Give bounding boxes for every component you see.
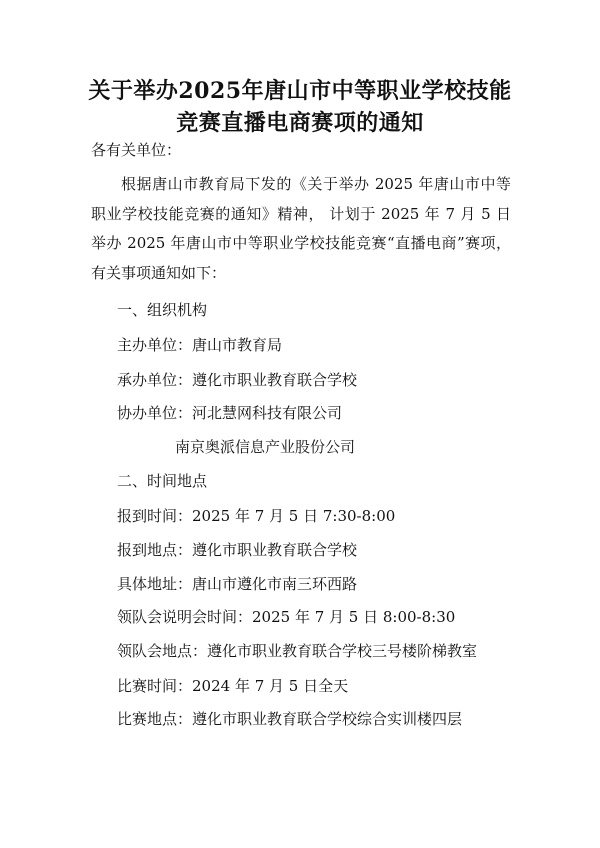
- contest-time: 比赛时间：2024 年 7 月 5 日全天: [117, 677, 349, 695]
- organizer-unit: 承办单位：遵化市职业教育联合学校: [117, 371, 358, 389]
- checkin-time: 报到时间：2025 年 7 月 5 日 7:30-8:00: [117, 507, 396, 525]
- section-1-heading: 一、组织机构: [117, 301, 208, 319]
- co-organizer-unit-2: 南京奥派信息产业股份公司: [175, 438, 356, 456]
- intro-paragraph: 根据唐山市教育局下发的《关于举办 2025 年唐山市中等职业学校技能竞赛的通知》精神， 计划于 2025 年 7 月 5 日举办 2025 年唐山市中等职业学校技能竞赛“直播电商”赛项，有关事项通知如下：: [91, 175, 511, 282]
- host-unit: 主办单位：唐山市教育局: [117, 336, 283, 354]
- briefing-time: 领队会说明会时间：2025 年 7 月 5 日 8:00-8:30: [117, 608, 456, 626]
- briefing-place: 领队会地点：遵化市职业教育联合学校三号楼阶梯教室: [117, 642, 478, 660]
- address: 具体地址：唐山市遵化市南三环西路: [117, 575, 358, 593]
- contest-place: 比赛地点：遵化市职业教育联合学校综合实训楼四层: [117, 710, 463, 728]
- checkin-place: 报到地点：遵化市职业教育联合学校: [117, 541, 358, 559]
- salutation: 各有关单位：: [91, 141, 182, 159]
- document-title-line-2: 竞赛直播电商赛项的通知: [176, 110, 424, 136]
- document-title-line-1: 关于举办2025年唐山市中等职业学校技能: [88, 78, 512, 104]
- co-organizer-unit: 协办单位：河北慧网科技有限公司: [117, 404, 343, 422]
- section-2-heading: 二、时间地点: [117, 472, 208, 490]
